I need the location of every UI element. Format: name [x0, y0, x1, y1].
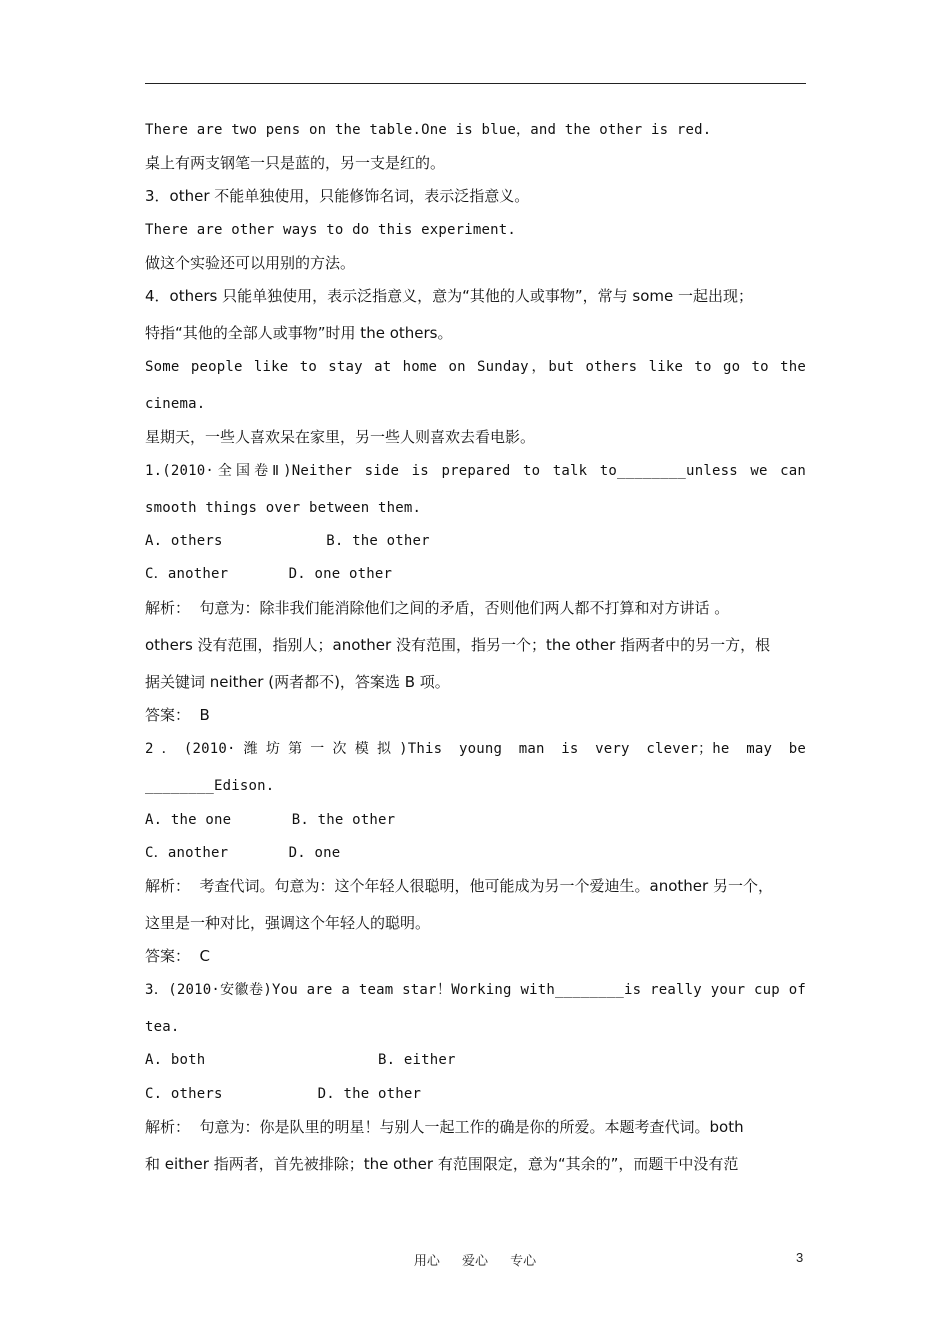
footer-motto-word: 爱心	[461, 1254, 488, 1269]
question-3-options: A. both B. either	[145, 1052, 456, 1068]
question-2-stem: ________Edison.	[145, 778, 275, 794]
question-2-options: A. the one B. the other	[145, 812, 396, 828]
question-3-stem: 3．(2010·安徽卷)You are a team star！Working with________is really your cup of	[145, 982, 806, 998]
question-1-stem: 1.(2010·全国卷Ⅱ)Neither side is prepared to talk to________unless we can	[145, 463, 806, 479]
rule-heading-4: 4．others 只能单独使用，表示泛指意义，意为“其他的人或事物”，常与 some 一起出现；	[145, 287, 754, 305]
question-1-options: C．another D. one other	[145, 566, 393, 582]
example-sentence-english: Some people like to stay at home on Sunday，but others like to go to the	[145, 359, 806, 375]
page-number: 3	[796, 1250, 804, 1265]
question-1-options: A. others B. the other	[145, 533, 430, 549]
example-sentence-english: cinema.	[145, 396, 206, 412]
example-sentence-translation: 桌上有两支钢笔一只是蓝的，另一支是红的。	[145, 154, 446, 172]
question-3-stem: tea.	[145, 1019, 180, 1035]
question-1-answer: 答案： B	[145, 706, 210, 724]
example-sentence-translation: 星期天，一些人喜欢呆在家里，另一些人则喜欢去看电影。	[145, 428, 536, 446]
header-rule	[145, 83, 806, 84]
question-1-analysis: others 没有范围，指别人；another 没有范围，指另一个；the other 指两者中的另一方，根	[145, 636, 771, 654]
question-1-stem: smooth things over between them.	[145, 500, 422, 516]
rule-text: 特指“其他的全部人或事物”时用 the others。	[145, 324, 453, 342]
example-sentence-english: There are two pens on the table.One is blue，and the other is red.	[145, 122, 712, 138]
question-3-analysis: 解析： 句意为：你是队里的明星！与别人一起工作的确是你的所爱。本题考查代词。both	[145, 1118, 744, 1136]
footer-motto	[0, 1250, 950, 1269]
rule-heading-3: 3．other 不能单独使用，只能修饰名词，表示泛指意义。	[145, 187, 530, 205]
question-2-options: C．another D. one	[145, 845, 341, 861]
question-2-analysis: 这里是一种对比，强调这个年轻人的聪明。	[145, 914, 431, 932]
question-2-analysis: 解析： 考查代词。句意为：这个年轻人很聪明，他可能成为另一个爱迪生。another 另一个，	[145, 877, 773, 895]
footer-motto-word: 专心	[510, 1254, 537, 1269]
question-3-analysis: 和 either 指两者，首先被排除；the other 有范围限定，意为“其余的”，而题干中没有范	[145, 1155, 739, 1173]
question-1-analysis: 解析： 句意为：除非我们能消除他们之间的矛盾，否则他们两人都不打算和对方讲话 。	[145, 599, 730, 617]
question-2-answer: 答案： C	[145, 947, 211, 965]
example-sentence-translation: 做这个实验还可以用别的方法。	[145, 254, 356, 272]
example-sentence-english: There are other ways to do this experiment.	[145, 222, 517, 238]
footer-motto-word: 用心	[413, 1254, 440, 1269]
question-3-options: C. others D. the other	[145, 1086, 422, 1102]
question-1-analysis: 据关键词 neither (两者都不)，答案选 B 项。	[145, 673, 450, 691]
question-2-stem: 2．(2010·潍坊第一次模拟)This young man is very clever；he may be	[145, 741, 806, 757]
